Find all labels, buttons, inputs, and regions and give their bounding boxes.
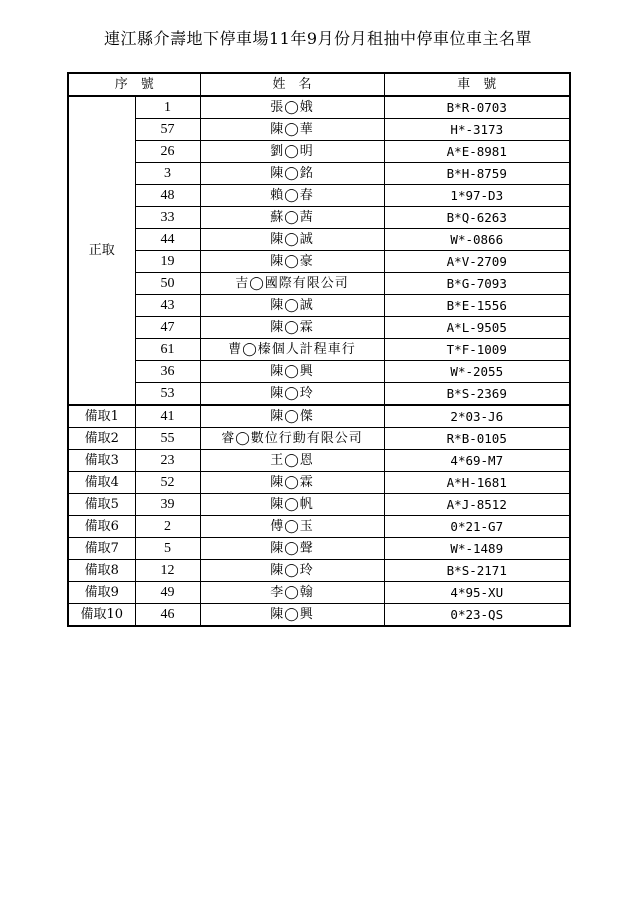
owner-name: 陳◯興 — [200, 604, 384, 627]
plate-number: B*Q-6263 — [384, 207, 570, 229]
owner-name: 陳◯霖 — [200, 317, 384, 339]
winners-table — [67, 72, 571, 627]
draw-number: 44 — [135, 229, 200, 251]
table-row — [68, 538, 570, 560]
owner-name: 陳◯興 — [200, 361, 384, 383]
draw-number: 52 — [135, 472, 200, 494]
plate-number: A*H-1681 — [384, 472, 570, 494]
table-row — [68, 383, 570, 406]
table-row — [68, 251, 570, 273]
table-row — [68, 428, 570, 450]
draw-number: 55 — [135, 428, 200, 450]
plate-number: B*G-7093 — [384, 273, 570, 295]
draw-number: 61 — [135, 339, 200, 361]
group-label-reserve: 備取10 — [68, 604, 135, 627]
table-row — [68, 141, 570, 163]
plate-number: W*-0866 — [384, 229, 570, 251]
table-row — [68, 472, 570, 494]
table-row — [68, 604, 570, 627]
plate-number: 4*95-XU — [384, 582, 570, 604]
draw-number: 39 — [135, 494, 200, 516]
group-label-reserve: 備取5 — [68, 494, 135, 516]
table-header-row — [68, 73, 570, 96]
group-label-reserve: 備取4 — [68, 472, 135, 494]
owner-name: 王◯恩 — [200, 450, 384, 472]
owner-name: 陳◯誠 — [200, 229, 384, 251]
draw-number: 46 — [135, 604, 200, 627]
owner-name: 陳◯玲 — [200, 560, 384, 582]
owner-name: 陳◯豪 — [200, 251, 384, 273]
owner-name: 陳◯銘 — [200, 163, 384, 185]
draw-number: 47 — [135, 317, 200, 339]
group-label-reserve: 備取8 — [68, 560, 135, 582]
plate-number: 2*03-J6 — [384, 405, 570, 428]
plate-number: B*R-0703 — [384, 96, 570, 119]
plate-number: H*-3173 — [384, 119, 570, 141]
draw-number: 3 — [135, 163, 200, 185]
table-row — [68, 516, 570, 538]
owner-name: 張◯娥 — [200, 96, 384, 119]
draw-number: 1 — [135, 96, 200, 119]
owner-name: 傅◯玉 — [200, 516, 384, 538]
table-row — [68, 229, 570, 251]
owner-name: 陳◯誠 — [200, 295, 384, 317]
plate-number: T*F-1009 — [384, 339, 570, 361]
plate-number: B*S-2171 — [384, 560, 570, 582]
plate-number: A*J-8512 — [384, 494, 570, 516]
owner-name: 陳◯帆 — [200, 494, 384, 516]
draw-number: 50 — [135, 273, 200, 295]
table-row — [68, 96, 570, 119]
draw-number: 26 — [135, 141, 200, 163]
table-row — [68, 361, 570, 383]
owner-name: 劉◯明 — [200, 141, 384, 163]
plate-number: A*V-2709 — [384, 251, 570, 273]
plate-number: 0*21-G7 — [384, 516, 570, 538]
table-row — [68, 273, 570, 295]
draw-number: 41 — [135, 405, 200, 428]
plate-number: R*B-0105 — [384, 428, 570, 450]
owner-name: 李◯翰 — [200, 582, 384, 604]
document-title: 連江縣介壽地下停車場11年9月份月租抽中停車位車主名單 — [103, 29, 533, 48]
group-label-reserve: 備取2 — [68, 428, 135, 450]
draw-number: 43 — [135, 295, 200, 317]
owner-name: 曹◯榛個人計程車行 — [200, 339, 384, 361]
owner-name: 陳◯傑 — [200, 405, 384, 428]
draw-number: 33 — [135, 207, 200, 229]
table-row — [68, 405, 570, 428]
plate-number: 4*69-M7 — [384, 450, 570, 472]
plate-number: A*E-8981 — [384, 141, 570, 163]
group-label-reserve: 備取1 — [68, 405, 135, 428]
owner-name: 陳◯華 — [200, 119, 384, 141]
plate-number: A*L-9505 — [384, 317, 570, 339]
table-row — [68, 582, 570, 604]
draw-number: 2 — [135, 516, 200, 538]
table-row — [68, 339, 570, 361]
plate-number: B*S-2369 — [384, 383, 570, 406]
draw-number: 5 — [135, 538, 200, 560]
header-seq: 序 號 — [68, 73, 200, 96]
draw-number: 19 — [135, 251, 200, 273]
group-label-reserve: 備取6 — [68, 516, 135, 538]
reserve-section — [68, 405, 570, 626]
header-plate: 車 號 — [384, 73, 570, 96]
owner-name: 賴◯春 — [200, 185, 384, 207]
table-row — [68, 119, 570, 141]
plate-number: B*H-8759 — [384, 163, 570, 185]
owner-name: 陳◯聲 — [200, 538, 384, 560]
plate-number: 1*97-D3 — [384, 185, 570, 207]
draw-number: 57 — [135, 119, 200, 141]
draw-number: 23 — [135, 450, 200, 472]
table-row — [68, 560, 570, 582]
table-row — [68, 207, 570, 229]
plate-number: B*E-1556 — [384, 295, 570, 317]
owner-name: 陳◯霖 — [200, 472, 384, 494]
table-row — [68, 317, 570, 339]
group-label-primary: 正取 — [68, 96, 135, 405]
plate-number: W*-2055 — [384, 361, 570, 383]
draw-number: 12 — [135, 560, 200, 582]
draw-number: 36 — [135, 361, 200, 383]
table-row — [68, 450, 570, 472]
table-row — [68, 494, 570, 516]
owner-name: 吉◯國際有限公司 — [200, 273, 384, 295]
primary-section — [68, 96, 570, 405]
draw-number: 48 — [135, 185, 200, 207]
group-label-reserve: 備取7 — [68, 538, 135, 560]
plate-number: 0*23-QS — [384, 604, 570, 627]
draw-number: 53 — [135, 383, 200, 406]
table-row — [68, 163, 570, 185]
group-label-reserve: 備取3 — [68, 450, 135, 472]
header-name: 姓 名 — [200, 73, 384, 96]
group-label-reserve: 備取9 — [68, 582, 135, 604]
owner-name: 陳◯玲 — [200, 383, 384, 406]
table-row — [68, 185, 570, 207]
plate-number: W*-1489 — [384, 538, 570, 560]
draw-number: 49 — [135, 582, 200, 604]
table-row — [68, 295, 570, 317]
owner-name: 蘇◯茜 — [200, 207, 384, 229]
owner-name: 睿◯數位行動有限公司 — [200, 428, 384, 450]
